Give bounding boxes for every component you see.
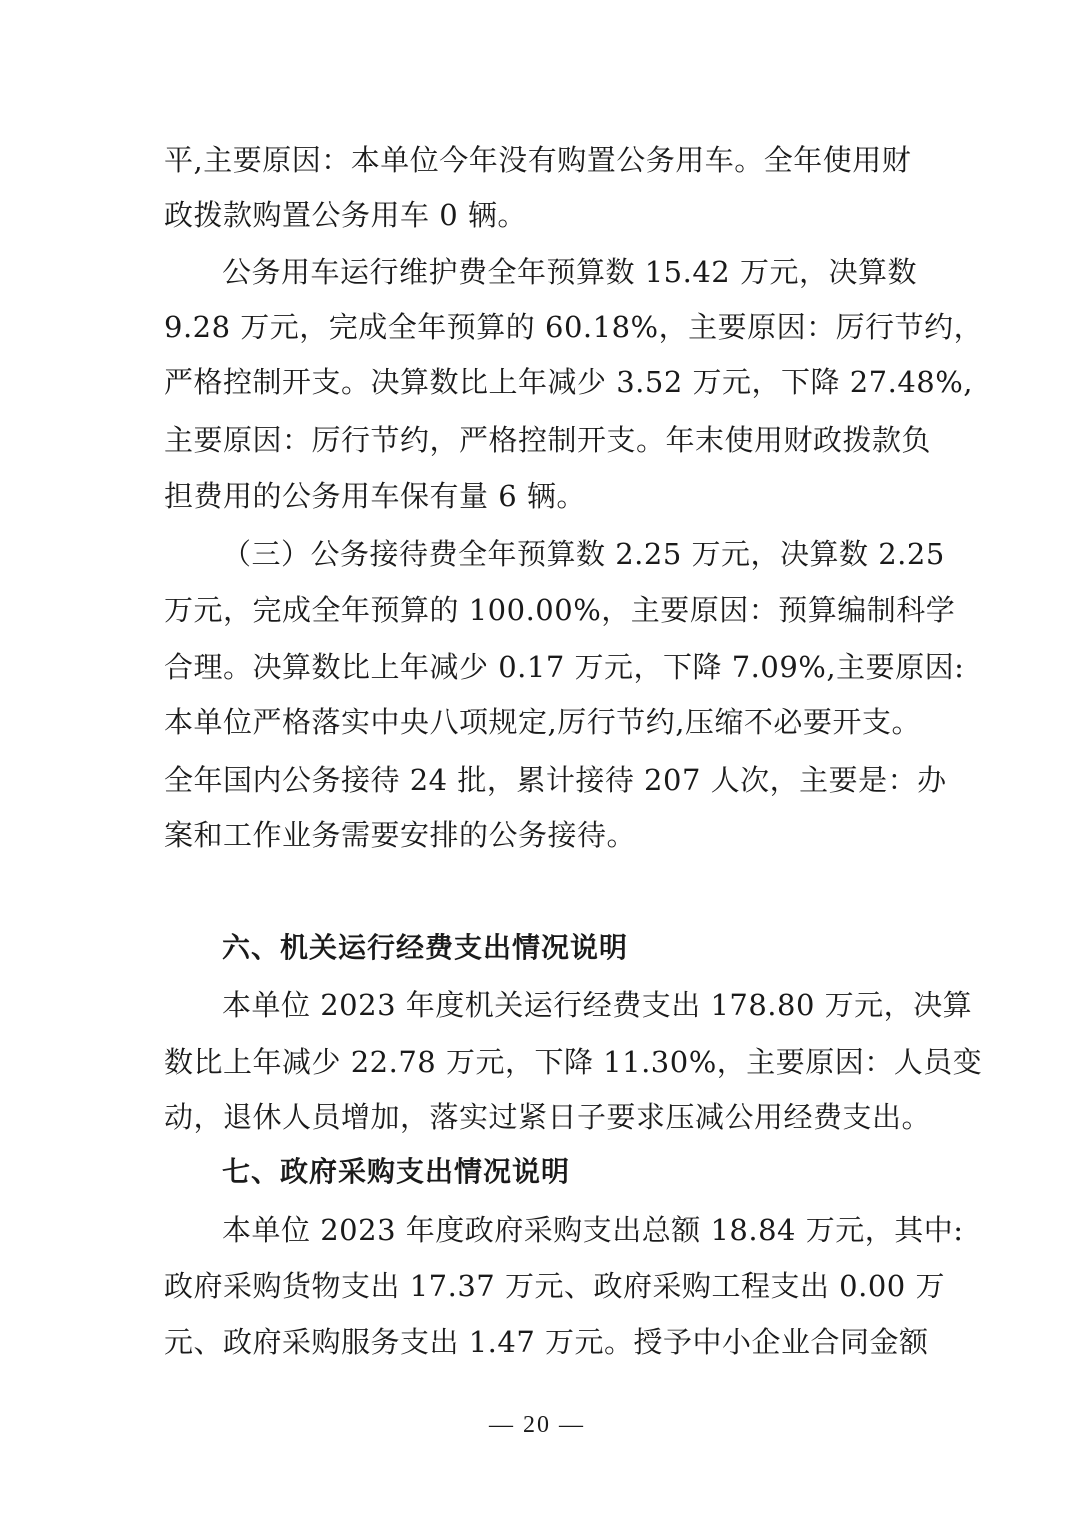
paragraph-line: 动，退休人员增加，落实过紧日子要求压减公用经费支出。 xyxy=(164,1100,932,1134)
section-heading-6: 六、机关运行经费支出情况说明 xyxy=(222,931,629,964)
section-heading-7: 七、政府采购支出情况说明 xyxy=(222,1155,571,1188)
paragraph-line: 平,主要原因：本单位今年没有购置公务用车。全年使用财 xyxy=(164,143,912,177)
paragraph-line: 担费用的公务用车保有量 6 辆。 xyxy=(164,479,586,513)
paragraph-line: 本单位 2023 年度机关运行经费支出 178.80 万元，决算 xyxy=(222,988,973,1022)
paragraph-line: 严格控制开支。决算数比上年减少 3.52 万元，下降 27.48%, xyxy=(164,365,974,399)
page-number: — 20 — xyxy=(489,1412,585,1438)
paragraph-line: 本单位严格落实中央八项规定,厉行节约,压缩不必要开支。 xyxy=(164,705,921,739)
paragraph-line: 合理。决算数比上年减少 0.17 万元，下降 7.09%,主要原因: xyxy=(164,650,965,684)
paragraph-line: 万元，完成全年预算的 100.00%，主要原因：预算编制科学 xyxy=(164,593,956,627)
paragraph-line: 全年国内公务接待 24 批，累计接待 207 人次，主要是：办 xyxy=(164,763,947,797)
paragraph-line: 案和工作业务需要安排的公务接待。 xyxy=(164,818,637,852)
paragraph-line: 数比上年减少 22.78 万元，下降 11.30%，主要原因：人员变 xyxy=(164,1045,983,1079)
paragraph-line: 政拨款购置公务用车 0 辆。 xyxy=(164,198,527,232)
paragraph-line: 主要原因：厉行节约，严格控制开支。年末使用财政拨款负 xyxy=(164,423,932,457)
paragraph-line: 9.28 万元，完成全年预算的 60.18%，主要原因：厉行节约， xyxy=(164,310,984,344)
paragraph-line: 政府采购货物支出 17.37 万元、政府采购工程支出 0.00 万 xyxy=(164,1269,945,1303)
paragraph-line: 本单位 2023 年度政府采购支出总额 18.84 万元，其中: xyxy=(222,1213,964,1247)
paragraph-line: 公务用车运行维护费全年预算数 15.42 万元，决算数 xyxy=(222,255,917,289)
paragraph-line: （三）公务接待费全年预算数 2.25 万元，决算数 2.25 xyxy=(222,537,945,571)
paragraph-line: 元、政府采购服务支出 1.47 万元。授予中小企业合同金额 xyxy=(164,1325,929,1359)
